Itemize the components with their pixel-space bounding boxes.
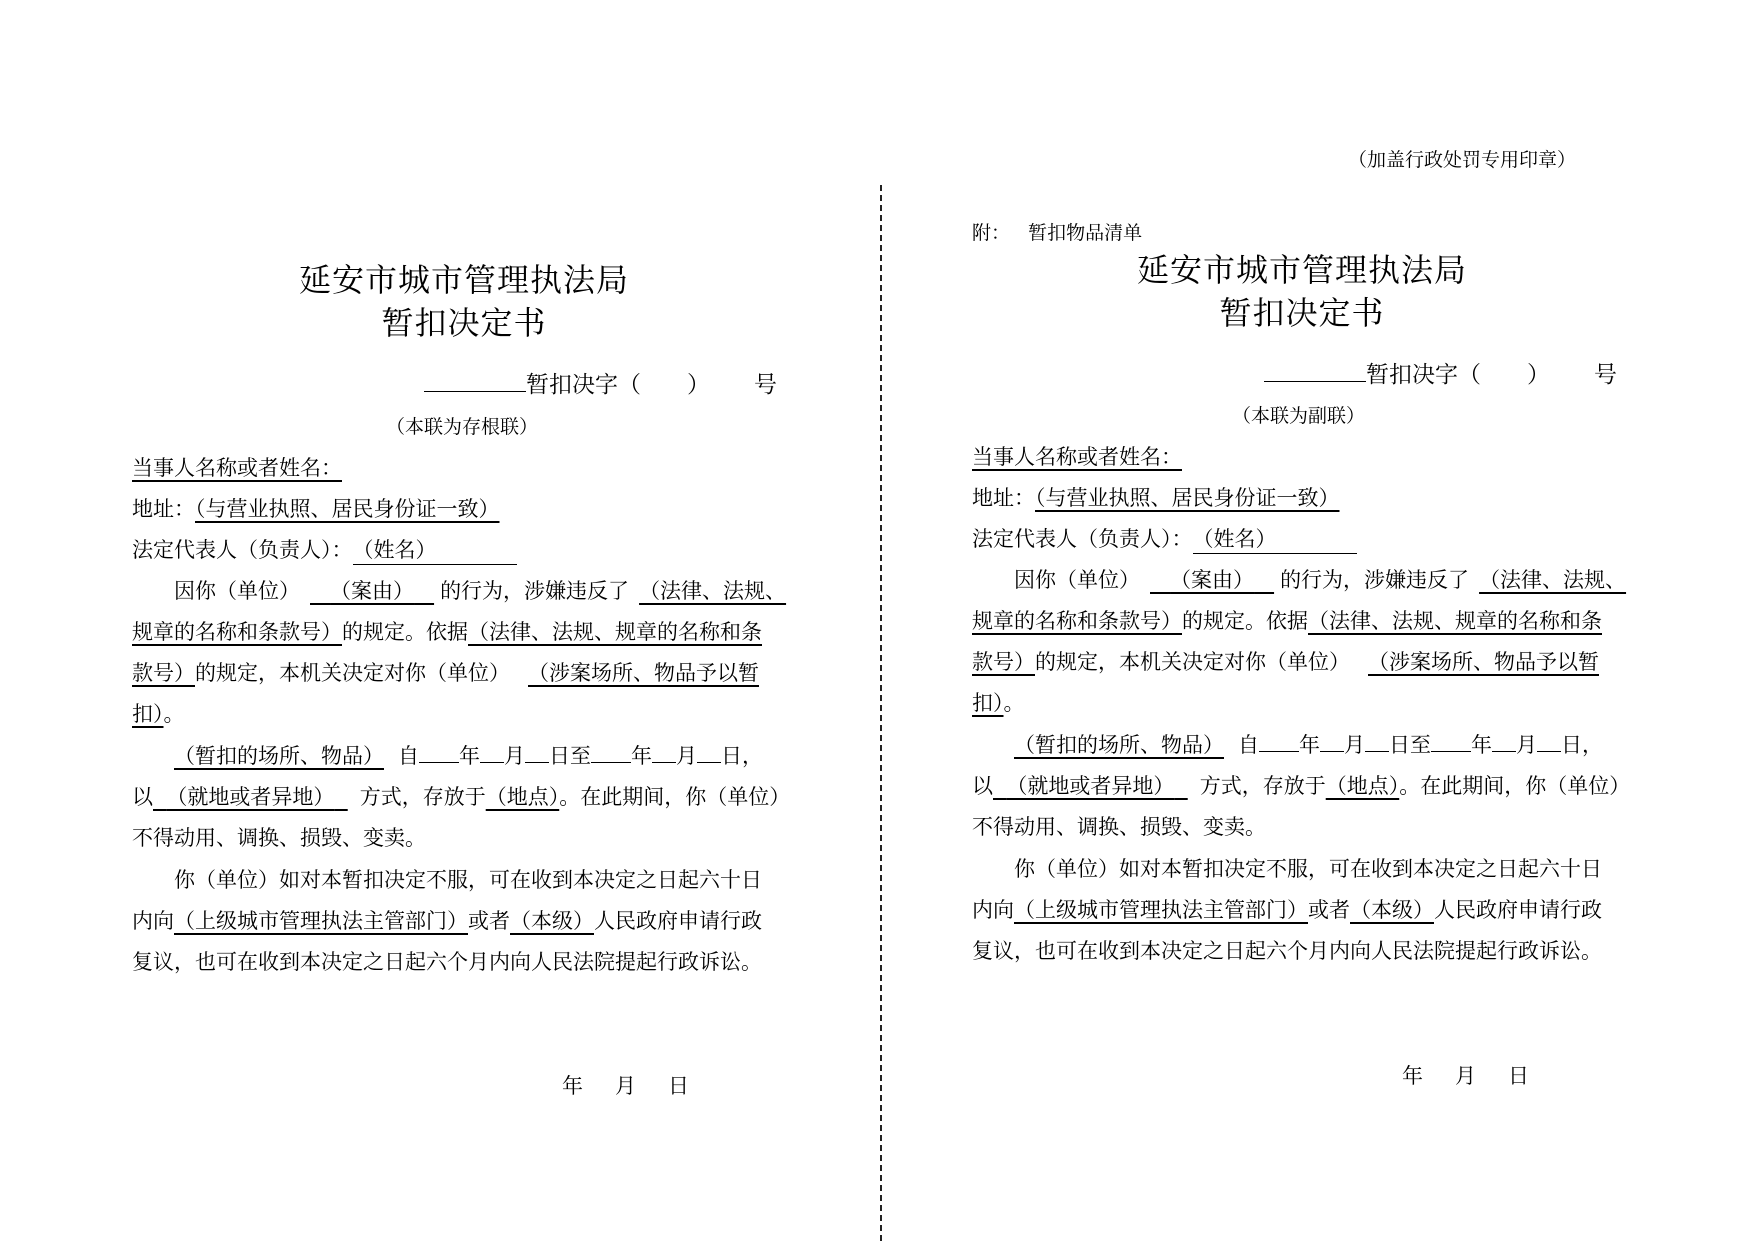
seal-note: （加盖行政处罚专用印章） (1348, 149, 1577, 171)
law-field: （法律、法规、 (639, 579, 787, 603)
cause-field: （案由） (1170, 568, 1255, 592)
legal-rep-label: 法定代表人（负责人）： (132, 538, 353, 562)
copy-doc-title: 暂扣决定书 (1219, 294, 1385, 332)
item-field: （暂扣的场所、物品） (1014, 733, 1224, 757)
copy-p2-line1: （暂扣的场所、物品） 自 年 月 日至 年 月 日， (1014, 733, 1603, 757)
copy-p2-line3: 不得动用、调换、损毁、变卖。 (972, 815, 1266, 839)
attachment-label: 附： (972, 222, 1011, 244)
gov-level-field: （本级） (510, 909, 594, 933)
gov-level-field: （本级） (1350, 898, 1434, 922)
attachment-note (972, 218, 1142, 245)
stub-copy-note: （本联为存根联） (386, 416, 539, 438)
attachment-title: 暂扣物品清单 (1028, 222, 1143, 244)
basis-field: （法律、法规、规章的名称和条 (1308, 609, 1602, 633)
stub-p3-line3: 复议，也可在收到本决定之日起六个月内向人民法院提起行政诉讼。 (132, 950, 762, 974)
copy-address-line (972, 482, 1340, 512)
copy-p3-line1: 你（单位）如对本暂扣决定不服，可在收到本决定之日起六十日 (1014, 857, 1602, 881)
review-dept-field: （上级城市管理执法主管部门） (174, 909, 468, 933)
perforation-divider (880, 185, 882, 1241)
stub-doc-number: 暂扣决字（ ） 号 (424, 366, 777, 399)
place-field: （地点） (1325, 774, 1400, 798)
copy-agency-title: 延安市城市管理执法局 (1136, 251, 1467, 289)
copy-p1-line2: 规章的名称和条款号）的规定。依据（法律、法规、规章的名称和条 (972, 609, 1602, 633)
action-field: （涉案场所、物品予以暂 (528, 661, 759, 685)
copy-p1-line4: 扣）。 (972, 691, 1025, 715)
legal-rep-value: （姓名） (353, 534, 517, 565)
stub-p1-line4: 扣）。 (132, 702, 185, 726)
copy-date: 年 月 日 (1402, 1064, 1529, 1088)
stub-p1-line1: 因你（单位） （案由） 的行为，涉嫌违反了 （法律、法规、 (174, 579, 787, 603)
method-field: （就地或者异地） (166, 785, 335, 809)
address-label: 地址： (972, 486, 1035, 510)
copy-p1-line1: 因你（单位） （案由） 的行为，涉嫌违反了 （法律、法规、 (1014, 568, 1627, 592)
stub-p1-line3: 款号）的规定，本机关决定对你（单位） （涉案场所、物品予以暂 (132, 661, 759, 685)
copy-p1-line3: 款号）的规定，本机关决定对你（单位） （涉案场所、物品予以暂 (972, 650, 1599, 674)
stub-p1-line2: 规章的名称和条款号）的规定。依据（法律、法规、规章的名称和条 (132, 620, 762, 644)
copy-party-line (972, 441, 1182, 471)
law-field: （法律、法规、 (1479, 568, 1627, 592)
stub-p2-line2: 以 （就地或者异地） 方式，存放于（地点）。在此期间，你（单位） (132, 785, 791, 809)
place-field: （地点） (485, 785, 560, 809)
doc-number-prefix-blank (424, 371, 526, 392)
copy-p2-line2: 以 （就地或者异地） 方式，存放于（地点）。在此期间，你（单位） (972, 774, 1631, 798)
stub-agency-title: 延安市城市管理执法局 (298, 261, 629, 299)
review-dept-field: （上级城市管理执法主管部门） (1014, 898, 1308, 922)
stub-doc-title: 暂扣决定书 (381, 304, 547, 342)
legal-rep-label: 法定代表人（负责人）： (972, 527, 1193, 551)
legal-rep-value: （姓名） (1193, 523, 1357, 554)
stub-date: 年 月 日 (562, 1074, 689, 1098)
stub-legal-rep-line (132, 534, 517, 565)
stub-party-line (132, 452, 342, 482)
item-field: （暂扣的场所、物品） (174, 744, 384, 768)
copy-p3-line3: 复议，也可在收到本决定之日起六个月内向人民法院提起行政诉讼。 (972, 939, 1602, 963)
doc-number-prefix-blank (1264, 361, 1366, 382)
action-field: （涉案场所、物品予以暂 (1368, 650, 1599, 674)
stub-p3-line1: 你（单位）如对本暂扣决定不服，可在收到本决定之日起六十日 (174, 868, 762, 892)
basis-field: （法律、法规、规章的名称和条 (468, 620, 762, 644)
copy-p3-line2: 内向（上级城市管理执法主管部门）或者（本级）人民政府申请行政 (972, 898, 1602, 922)
copy-copy-note: （本联为副联） (1232, 405, 1366, 427)
address-value: （与营业执照、居民身份证一致） (1035, 486, 1340, 510)
address-value: （与营业执照、居民身份证一致） (195, 497, 500, 521)
method-field: （就地或者异地） (1006, 774, 1175, 798)
party-label: 当事人名称或者姓名： (972, 445, 1182, 469)
stub-p2-line3: 不得动用、调换、损毁、变卖。 (132, 826, 426, 850)
copy-legal-rep-line (972, 523, 1357, 554)
address-label: 地址： (132, 497, 195, 521)
stub-address-line (132, 493, 500, 523)
party-label: 当事人名称或者姓名： (132, 456, 342, 480)
stub-p2-line1: （暂扣的场所、物品） 自 年 月 日至 年 月 日， (174, 744, 763, 768)
copy-doc-number: 暂扣决字（ ） 号 (1264, 356, 1617, 389)
cause-field: （案由） (330, 579, 415, 603)
stub-p3-line2: 内向（上级城市管理执法主管部门）或者（本级）人民政府申请行政 (132, 909, 762, 933)
